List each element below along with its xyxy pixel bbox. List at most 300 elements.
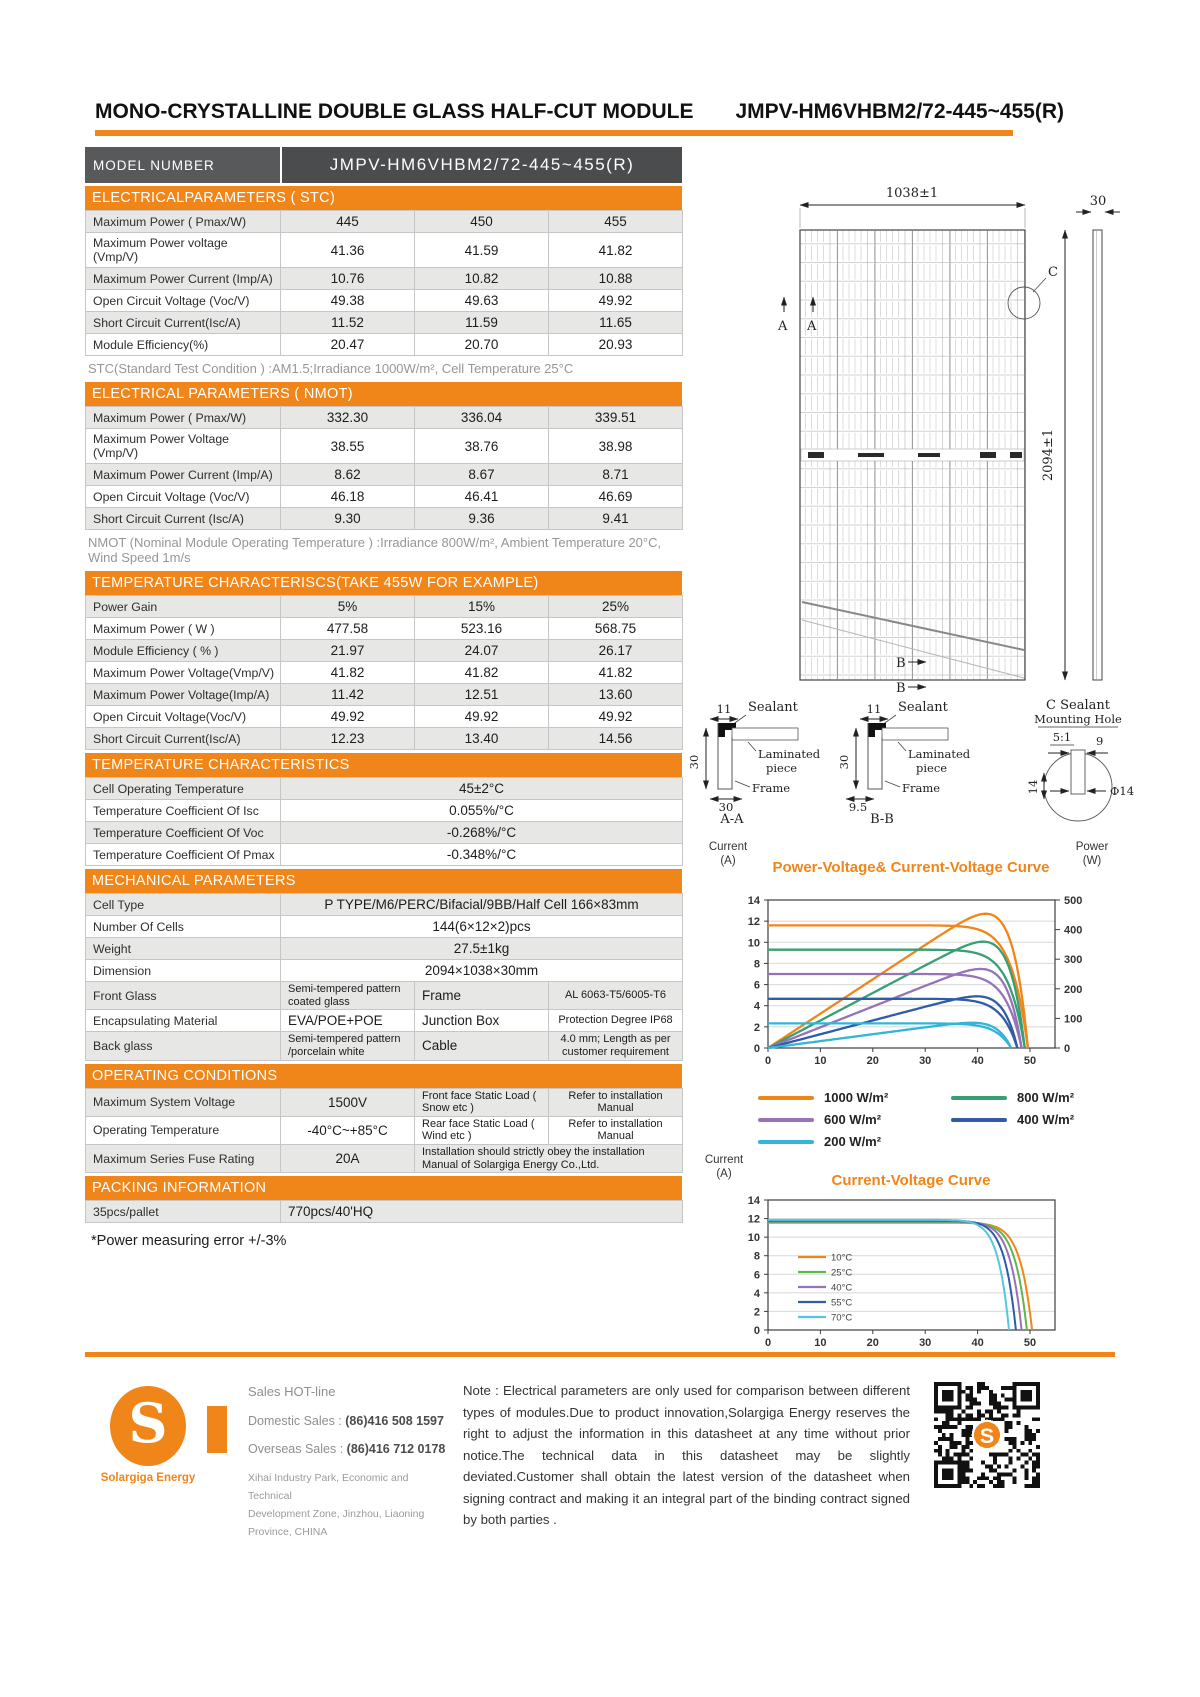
qr-module [1013,1445,1017,1449]
row-value: EVA/POE+POE [281,1010,415,1032]
bb-bottom-dim: 9.5 [848,800,868,814]
qr-module [946,1409,950,1413]
row-value: 1500V [281,1088,415,1116]
qr-module [934,1449,938,1453]
qr-module [1009,1461,1013,1465]
y-tick-label: 12 [747,916,760,929]
qr-module [1001,1406,1005,1410]
qr-module [1005,1413,1009,1417]
qr-module [1036,1476,1040,1480]
y-tick-label: 2 [753,1021,760,1034]
qr-module [938,1425,942,1429]
address-line: Xihai Industry Park, Economic and Technical [248,1472,409,1502]
y-tick-label: 0 [753,1043,760,1055]
qr-module [961,1453,965,1457]
aa-bottom-dim: 30 [718,800,734,814]
qr-module [1013,1441,1017,1445]
qr-module [1009,1457,1013,1461]
c-scale-label: 5:1 [1052,730,1072,744]
qr-module [961,1464,965,1468]
legend-label: 600 W/m² [824,1112,882,1127]
qr-module [1028,1433,1032,1437]
qr-module [1024,1461,1028,1465]
qr-module [1013,1437,1017,1441]
qr-module [1005,1398,1009,1402]
row-value: 49.63 [415,290,549,312]
qr-module [942,1409,946,1413]
row-label: Open Circuit Voltage (Voc/V) [86,290,281,312]
qr-module [965,1464,969,1468]
qr-module [989,1468,993,1472]
y-tick-label: 2 [753,1306,760,1319]
qr-module [950,1445,954,1449]
table-row [86,822,683,844]
row-label: Short Circuit Current (Isc/A) [86,508,281,530]
logo-accent-block [207,1406,227,1453]
qr-module [961,1409,965,1413]
legend-swatch [758,1118,814,1122]
row-label: Maximum Power Voltage(Vmp/V) [86,662,281,684]
x-tick-label: 20 [866,1055,879,1067]
qr-module [1032,1464,1036,1468]
qr-module [950,1457,954,1461]
y-tick-label: 8 [753,958,760,971]
qr-module [1005,1429,1009,1433]
section-a-label: A [778,319,788,334]
row-value: 20.70 [415,334,549,356]
domestic-sales-number: (86)416 508 1597 [345,1414,444,1428]
table-row [86,486,683,508]
qr-module [938,1437,942,1441]
qr-module [989,1402,993,1406]
detail-bb [837,700,971,825]
qr-module [938,1429,942,1433]
qr-module [977,1413,981,1417]
nmot-note: NMOT (Nominal Module Operating Temperature ) :Irradiance 800W/m², Ambient Temperature 20°C, Wind Speed 1m/s [88,535,662,565]
row-value: 770pcs/40'HQ [281,1201,683,1223]
qr-module [1036,1445,1040,1449]
row-value: 4.0 mm; Length as per customer requirement [549,1032,683,1060]
row-value: Semi-tempered pattern coated glass [281,982,415,1010]
qr-module [985,1386,989,1390]
c-title-1: C Sealant [1046,698,1110,713]
bb-laminated-label: Laminated [908,747,971,761]
row-value: 25% [549,596,683,618]
qr-module [1001,1386,1005,1390]
qr-module [938,1449,942,1453]
qr-module [965,1398,969,1402]
qr-module [961,1445,965,1449]
qr-module [1009,1386,1013,1390]
qr-module [958,1453,962,1457]
panel-drawing [680,150,1200,695]
iv-temp-curve [768,1222,1027,1330]
model-number-value: JMPV-HM6VHBM2/72-445~455(R) [282,147,682,183]
iv-temp-curve [768,1220,1009,1330]
qr-module [965,1480,969,1484]
legend-item [758,1090,925,1105]
row-value: 27.5±1kg [281,938,683,960]
qr-module [946,1417,950,1421]
row-label: 35pcs/pallet [86,1201,281,1223]
y-tick-label: 4 [753,1000,760,1013]
chart1-yright-label-line2: (W) [1082,855,1102,867]
qr-module [1009,1421,1013,1425]
qr-module [969,1406,973,1410]
row-value: 45±2°C [281,778,683,800]
table-row [86,1010,683,1032]
row-label: Maximum Power Current (Imp/A) [86,464,281,486]
qr-module [950,1441,954,1445]
sealant-details [680,695,1200,825]
qr-module [1028,1441,1032,1445]
irradiance-legend [758,1090,1118,1149]
qr-module [965,1413,969,1417]
qr-module [965,1433,969,1437]
qr-module [965,1406,969,1410]
temp455-table [85,595,683,750]
qr-module [961,1468,965,1472]
stc-table [85,210,683,356]
section-header-nmot: ELECTRICAL PARAMETERS ( NMOT) [85,382,682,406]
row-value: 26.17 [549,640,683,662]
row-label: Temperature Coefficient Of Pmax [86,844,281,866]
row-value: 11.52 [281,312,415,334]
qr-module [961,1480,965,1484]
overseas-sales-label: Overseas Sales : [248,1442,347,1456]
qr-module [977,1382,981,1386]
qr-module [946,1421,950,1425]
chart2-title: Current-Voltage Curve [831,1172,991,1189]
qr-module [1016,1457,1020,1461]
row-value: 12.51 [415,684,549,706]
qr-module [993,1402,997,1406]
qr-module [1005,1464,1009,1468]
qr-module [961,1429,965,1433]
iv-temp-curve [768,1223,1032,1330]
row-label: Maximum Power Voltage (Vmp/V) [86,429,281,464]
x-tick-label: 20 [866,1337,879,1349]
qr-module [993,1453,997,1457]
row-label: Cell Operating Temperature [86,778,281,800]
qr-module [1032,1480,1036,1484]
row-value: 41.82 [549,662,683,684]
qr-module [946,1437,950,1441]
qr-module [950,1437,954,1441]
row-value: 46.41 [415,486,549,508]
row-label: Maximum Power ( W ) [86,618,281,640]
qr-module [1005,1437,1009,1441]
qr-module [965,1468,969,1472]
table-row [86,618,683,640]
legend-label: 40°C [831,1282,853,1294]
row-label: Operating Temperature [86,1116,281,1144]
section-header-packing: PACKING INFORMATION [85,1176,682,1200]
row-label: Maximum Power Current (Imp/A) [86,268,281,290]
panel-side-view [1076,194,1120,680]
qr-module [965,1445,969,1449]
qr-module [1005,1386,1009,1390]
c-title-2: Mounting Hole [1034,712,1122,726]
title-text: MONO-CRYSTALLINE DOUBLE GLASS HALF-CUT MODULE [95,100,694,123]
panel-thickness-dim: 30 [1089,194,1107,209]
tempchar-table [85,777,683,866]
y-tick-label: 10 [747,1232,760,1245]
contact-block [248,1384,453,1541]
qr-module [993,1394,997,1398]
qr-module [1028,1484,1032,1488]
title-underline [95,130,1013,136]
qr-module [997,1409,1001,1413]
row-label: Dimension [86,960,281,982]
qr-module [934,1425,938,1429]
table-row [86,662,683,684]
qr-module [981,1382,985,1386]
row-value: 41.82 [549,233,683,268]
qr-module [997,1453,1001,1457]
aa-frame-label: Frame [752,781,791,795]
row-value: 46.69 [549,486,683,508]
x-tick-label: 10 [814,1055,827,1067]
row-label: Maximum Power voltage (Vmp/V) [86,233,281,268]
row-value: 8.67 [415,464,549,486]
mechanical-table [85,893,683,1061]
row-value: Refer to installation Manual [549,1116,683,1144]
table-row [86,1088,683,1116]
qr-module [958,1457,962,1461]
row-value: 9.41 [549,508,683,530]
table-row [86,407,683,429]
qr-module [934,1417,938,1421]
row-value: 2094×1038×30mm [281,960,683,982]
row-value: 8.62 [281,464,415,486]
row-value: 38.76 [415,429,549,464]
footer-divider [85,1352,1115,1357]
row-value: -40°C~+85°C [281,1116,415,1144]
legend-item [951,1090,1118,1105]
qr-module [997,1484,1001,1488]
qr-module [977,1484,981,1488]
detail-c-mounting-hole [1026,698,1134,821]
operating-table [85,1088,683,1174]
section-b2-label: B [896,681,906,695]
section-header-mechanical: MECHANICAL PARAMETERS [85,869,682,893]
qr-module [1005,1472,1009,1476]
title-model-number: JMPV-HM6VHBM2/72-445~455(R) [735,100,1065,123]
bb-top-dim: 11 [866,702,882,716]
row-value: 10.88 [549,268,683,290]
qr-module [1028,1449,1032,1453]
qr-module [993,1417,997,1421]
qr-module [997,1406,1001,1410]
qr-module [1024,1476,1028,1480]
qr-module [934,1409,938,1413]
section-a2-label: A [807,319,817,334]
qr-module [1024,1437,1028,1441]
chart1-yright-label-line1: Power [1075,841,1109,853]
row-value: 339.51 [549,407,683,429]
qr-module [1001,1484,1005,1488]
c-height-dim: 14 [1026,779,1040,795]
row-label: Maximum System Voltage [86,1088,281,1116]
row-label: Front Glass [86,982,281,1010]
row-value: -0.348%/°C [281,844,683,866]
qr-module [997,1417,1001,1421]
row-value: 38.55 [281,429,415,464]
x-tick-label: 0 [764,1337,772,1349]
qr-module [1016,1449,1020,1453]
qr-module [969,1457,973,1461]
table-row [86,508,683,530]
qr-module [1036,1472,1040,1476]
qr-module [942,1421,946,1425]
qr-module [1001,1413,1005,1417]
y-tick-label: 4 [753,1287,760,1300]
qr-module [1036,1457,1040,1461]
row-value: 20.47 [281,334,415,356]
row-value: 21.97 [281,640,415,662]
qr-module [969,1449,973,1453]
qr-module [993,1406,997,1410]
row-value: 49.92 [549,290,683,312]
qr-module [1001,1417,1005,1421]
qr-module [965,1461,969,1465]
qr-module [1001,1394,1005,1398]
row-value: 41.36 [281,233,415,268]
section-b-label: B [896,656,906,671]
table-row [86,1201,683,1223]
y-right-tick-label: 500 [1064,895,1083,907]
qr-module [1009,1441,1013,1445]
table-row [86,684,683,706]
bb-sealant-label: Sealant [898,700,948,715]
qr-module [989,1398,993,1402]
qr-module [1009,1449,1013,1453]
row-value: Refer to installation Manual [549,1088,683,1116]
legend-label: 10°C [831,1252,853,1264]
x-tick-label: 40 [971,1055,984,1067]
table-row [86,312,683,334]
qr-module [1032,1433,1036,1437]
row-value: 336.04 [415,407,549,429]
aa-piece-label: piece [766,761,798,775]
legend-item [758,1112,925,1127]
qr-module [977,1476,981,1480]
row-value: 46.18 [281,486,415,508]
iv-temp-curve [768,1221,1022,1330]
qr-module [1032,1468,1036,1472]
row-value: Installation should strictly obey the installation Manual of Solargiga Energy Co.,Ltd. [415,1145,683,1173]
row-value: -0.268%/°C [281,822,683,844]
qr-module [938,1409,942,1413]
qr-module [1020,1441,1024,1445]
qr-module [997,1464,1001,1468]
qr-module [1036,1464,1040,1468]
qr-module [1032,1484,1036,1488]
qr-module [997,1472,1001,1476]
row-label: Maximum Power Voltage(Imp/A) [86,684,281,706]
c-slot-width-dim: 9 [1096,734,1104,748]
qr-module [1028,1429,1032,1433]
row-label: Temperature Coefficient Of Isc [86,800,281,822]
row-value: 5% [281,596,415,618]
qr-module [977,1402,981,1406]
chart2-ylabel-line1: Current [704,1154,744,1166]
row-value: Frame [415,982,549,1010]
page-title [95,100,1145,124]
qr-module [1024,1429,1028,1433]
qr-module [1024,1425,1028,1429]
table-row [86,334,683,356]
x-tick-label: 10 [814,1337,827,1349]
row-value: 9.30 [281,508,415,530]
row-label: Open Circuit Voltage (Voc/V) [86,486,281,508]
legend-swatch [758,1140,814,1144]
section-header-tempchar: TEMPERATURE CHARACTERISTICS [85,753,682,777]
y-tick-label: 6 [753,979,760,992]
section-header-stc: ELECTRICALPARAMETERS ( STC) [85,186,682,210]
table-row [86,938,683,960]
y-right-tick-label: 0 [1064,1043,1071,1055]
sales-hotline-label: Sales HOT-line [248,1384,336,1399]
qr-module [997,1476,1001,1480]
company-address [248,1470,453,1541]
qr-module [1016,1421,1020,1425]
row-value: Protection Degree IP68 [549,1010,683,1032]
qr-module [1036,1429,1040,1433]
row-value: 9.36 [415,508,549,530]
row-value: 568.75 [549,618,683,640]
table-row [86,844,683,866]
model-number-row [85,147,682,183]
row-label: Cell Type [86,894,281,916]
chart1-yleft-label-line1: Current [708,841,748,853]
section-header-operating: OPERATING CONDITIONS [85,1064,682,1088]
aa-top-dim: 11 [716,702,732,716]
panel-width-dim: 1038±1 [885,186,939,201]
qr-module [934,1441,938,1445]
qr-module [1016,1409,1020,1413]
qr-module [1001,1480,1005,1484]
row-value: 10.76 [281,268,415,290]
x-tick-label: 30 [919,1055,932,1067]
qr-module [965,1429,969,1433]
row-label: Temperature Coefficient Of Voc [86,822,281,844]
qr-module [1036,1480,1040,1484]
qr-module [969,1484,973,1488]
detail-aa [687,700,821,825]
table-row [86,290,683,312]
qr-module [1032,1461,1036,1465]
aa-title: A-A [720,812,744,825]
row-value: 41.59 [415,233,549,268]
qr-module [1013,1476,1017,1480]
section-header-temp455: TEMPERATURE CHARACTERISCS(TAKE 455W FOR EXAMPLE) [85,571,682,595]
c-diameter-dim: Φ14 [1110,784,1135,798]
row-label: Short Circuit Current(Isc/A) [86,312,281,334]
table-row [86,894,683,916]
legend-label: 55°C [831,1297,853,1309]
qr-module [977,1409,981,1413]
qr-module [942,1425,946,1429]
table-row [86,1116,683,1144]
table-row [86,800,683,822]
qr-module [973,1417,977,1421]
x-tick-label: 50 [1023,1337,1037,1349]
qr-module [993,1468,997,1472]
row-value: 11.42 [281,684,415,706]
qr-module [989,1413,993,1417]
